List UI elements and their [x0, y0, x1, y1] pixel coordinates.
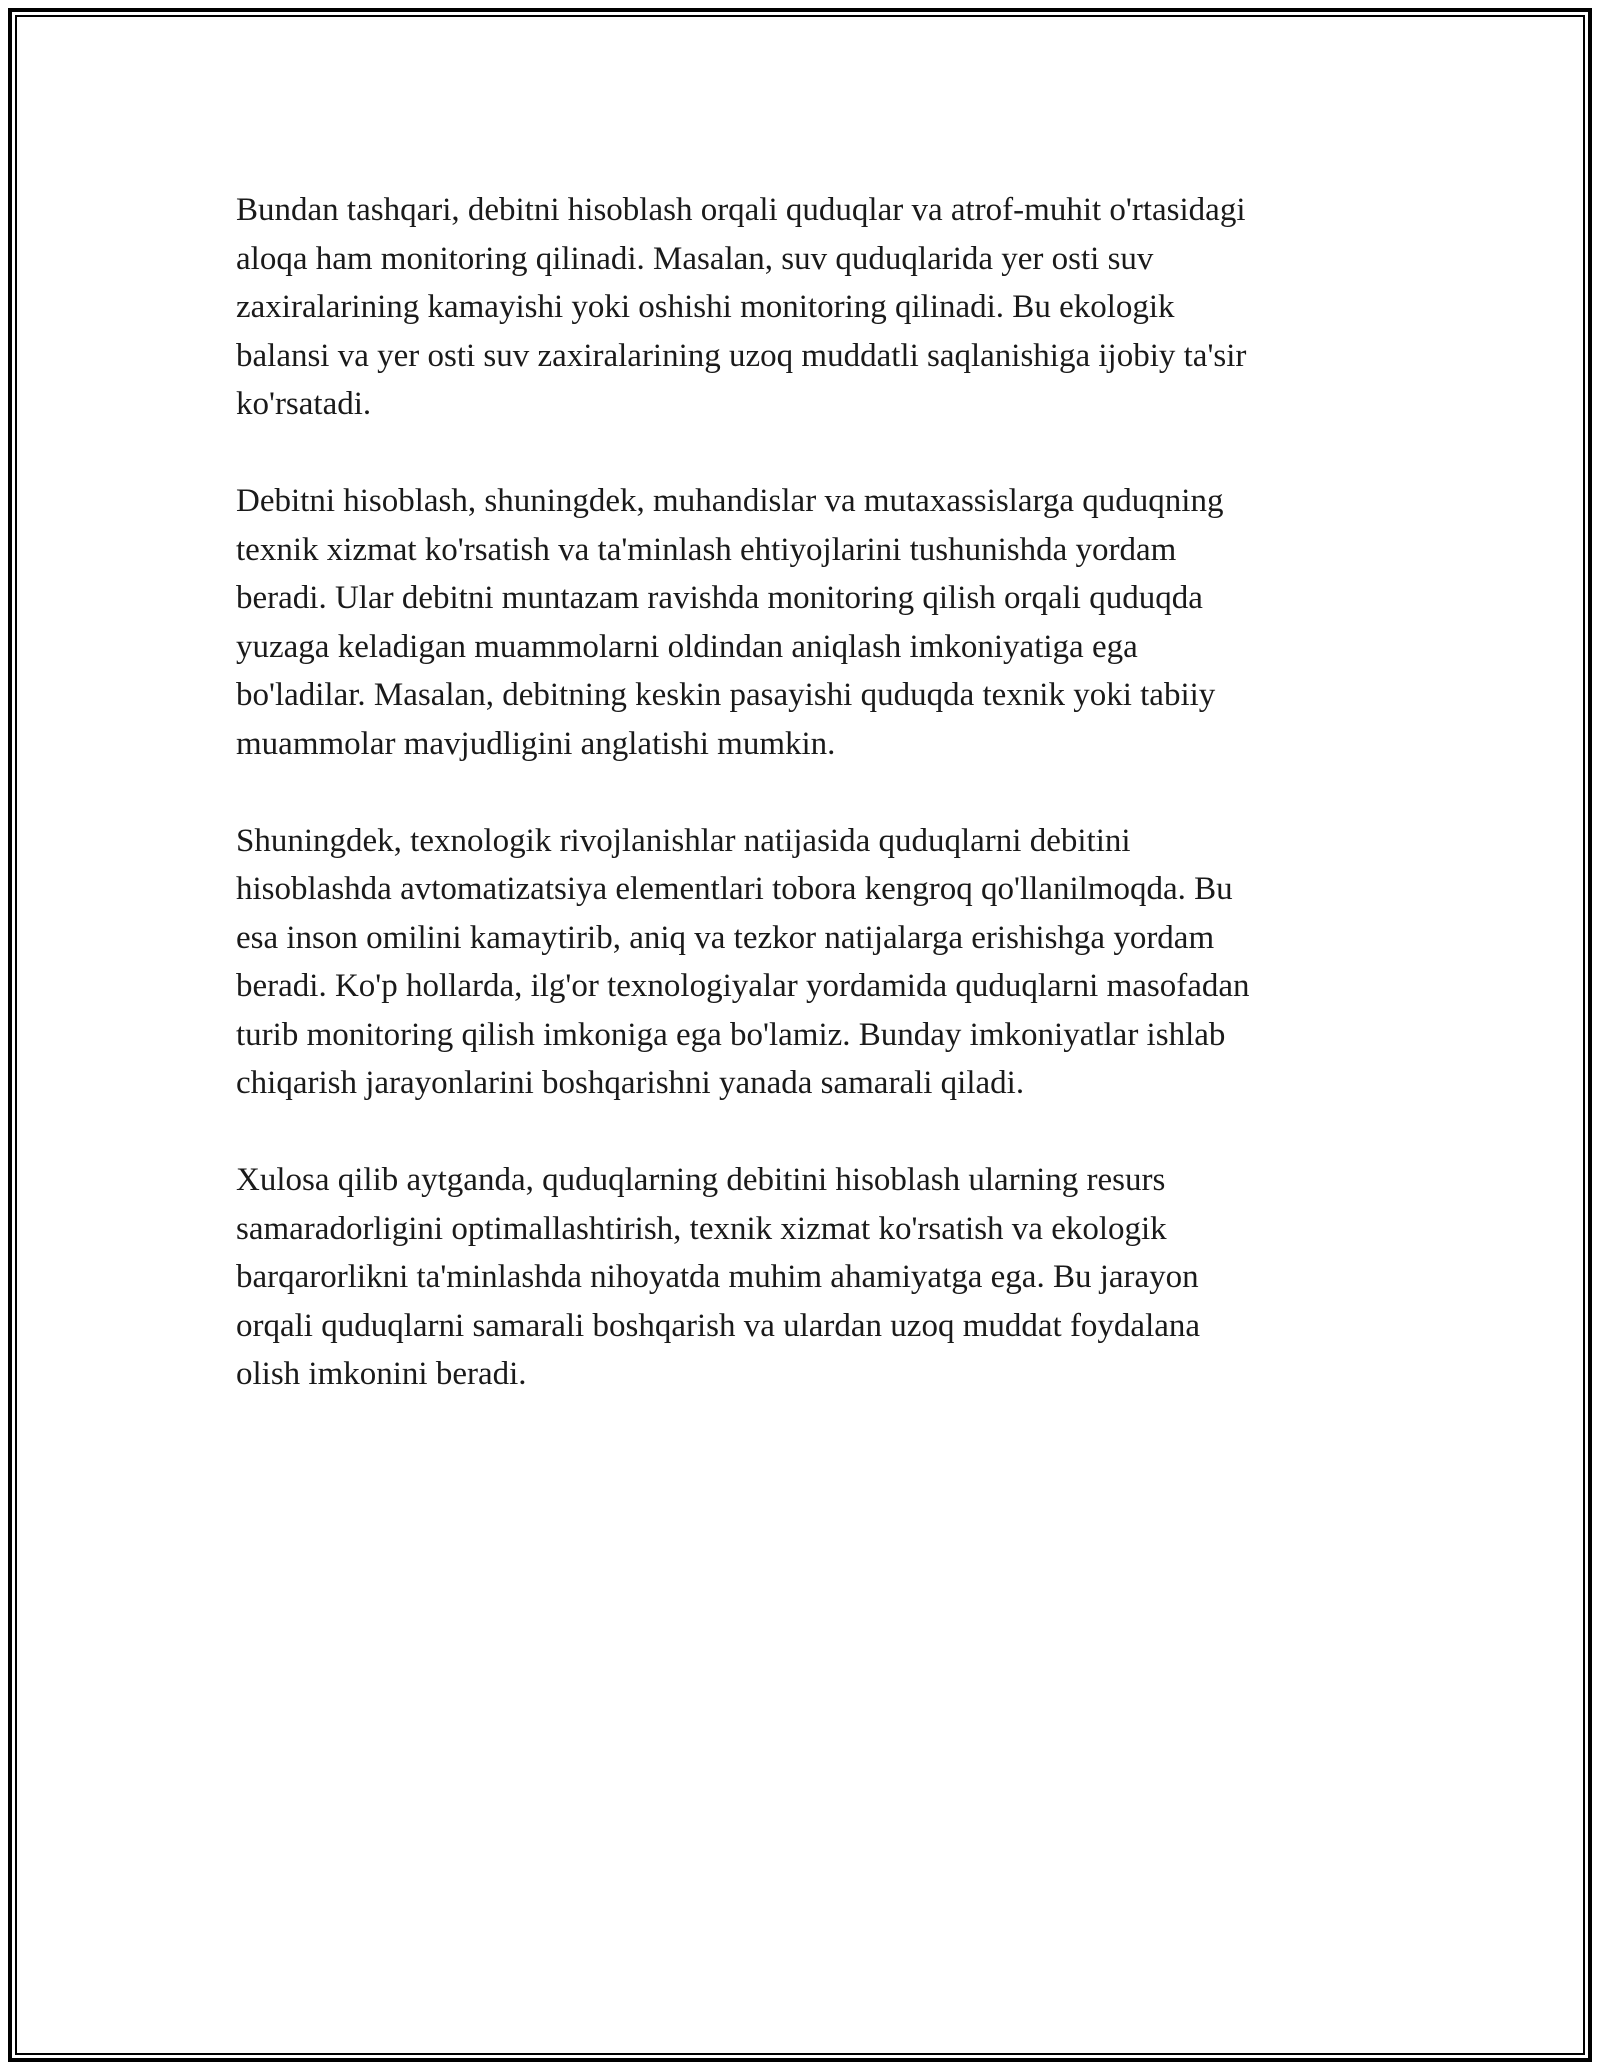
text-line: turib monitoring qilish imkoniga ega bo'lamiz. Bunday imkoniyatlar ishlab: [236, 1016, 1226, 1053]
paragraph-4: [236, 1156, 1376, 1399]
paragraph-3: [236, 817, 1376, 1108]
text-line: ko'rsatadi.: [236, 386, 372, 422]
text-line: bo'ladilar. Masalan, debitning keskin pasayishi quduqda texnik yoki tabiiy: [236, 677, 1216, 713]
text-line: barqarorlikni ta'minlashda nihoyatda muhim ahamiyatga ega. Bu jarayon: [236, 1259, 1199, 1295]
text-line: esa inson omilini kamaytirib, aniq va tezkor natijalarga erishishga yordam: [236, 919, 1215, 956]
document-body: [236, 186, 1376, 1447]
paragraph-1: [236, 186, 1376, 429]
text-line: texnik xizmat ko'rsatish va ta'minlash ehtiyojlarini tushunishda yordam: [236, 531, 1177, 568]
text-line: chiqarish jarayonlarini boshqarishni yanada samarali qiladi.: [236, 1065, 1025, 1101]
text-line: muammolar mavjudligini anglatishi mumkin.: [236, 725, 836, 762]
text-line: Debitni hisoblash, shuningdek, muhandislar va mutaxassislarga quduqning: [236, 483, 1224, 519]
text-line: orqali quduqlarni samarali boshqarish va ulardan uzoq muddat foydalana: [236, 1307, 1201, 1344]
text-line: beradi. Ko'p hollarda, ilg'or texnologiyalar yordamida quduqlarni masofadan: [236, 968, 1250, 1004]
text-line: Bundan tashqari, debitni hisoblash orqali quduqlar va atrof-muhit o'rtasidagi: [236, 192, 1246, 228]
text-line: olish imkonini beradi.: [236, 1356, 527, 1392]
text-line: zaxiralarining kamayishi yoki oshishi monitoring qilinadi. Bu ekologik: [236, 289, 1175, 325]
text-line: Shuningdek, texnologik rivojlanishlar natijasida quduqlarni debitini: [236, 822, 1131, 859]
text-line: beradi. Ular debitni muntazam ravishda monitoring qilish orqali quduqda: [236, 580, 1203, 616]
text-line: yuzaga keladigan muammolarni oldindan aniqlash imkoniyatiga ega: [236, 628, 1138, 665]
text-line: aloqa ham monitoring qilinadi. Masalan, suv quduqlarida yer osti suv: [236, 240, 1154, 277]
text-line: balansi va yer osti suv zaxiralarining uzoq muddatli saqlanishiga ijobiy ta'sir: [236, 337, 1247, 374]
text-line: Xulosa qilib aytganda, quduqlarning debitini hisoblash ularning resurs: [236, 1162, 1166, 1198]
text-line: hisoblashda avtomatizatsiya elementlari tobora kengroq qo'llanilmoqda. Bu: [236, 871, 1233, 907]
paragraph-2: [236, 477, 1376, 768]
text-line: samaradorligini optimallashtirish, texnik xizmat ko'rsatish va ekologik: [236, 1210, 1167, 1247]
